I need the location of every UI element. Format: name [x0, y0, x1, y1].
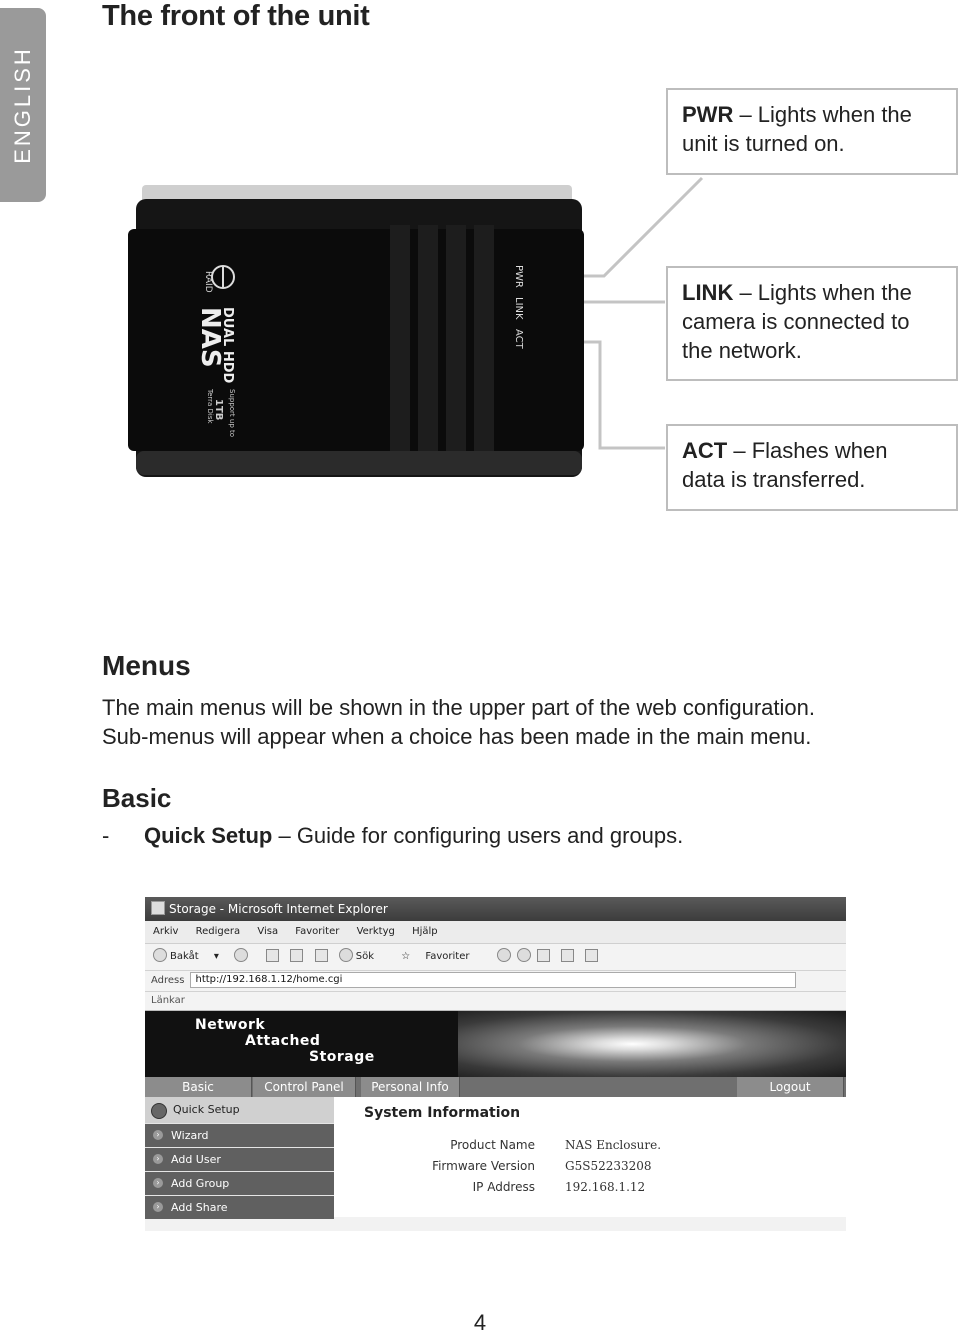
- brand-line2: Attached: [245, 1033, 321, 1049]
- info-row-product-name: [365, 1135, 661, 1156]
- section-title-front: The front of the unit: [102, 0, 370, 32]
- nas-content: [145, 1097, 846, 1217]
- system-information-title: System Information: [364, 1105, 521, 1121]
- device-support-line1: Support up to: [228, 389, 236, 438]
- chevron-right-icon: ›: [153, 1154, 163, 1164]
- callout-link-line3: the network.: [682, 338, 802, 363]
- info-label: Firmware Version: [432, 1159, 535, 1173]
- section-title-menus: Menus: [102, 650, 191, 681]
- search-icon: [339, 948, 353, 962]
- browser-title: Storage - Microsoft Internet Explorer: [169, 902, 388, 916]
- info-label: IP Address: [472, 1180, 535, 1194]
- address-bar: [145, 971, 846, 992]
- favorites-button-label: Favoriter: [425, 951, 470, 962]
- menu-redigera[interactable]: Redigera: [195, 926, 241, 937]
- brand-line1: Network: [195, 1017, 266, 1033]
- menus-paragraph-line1: The main menus will be shown in the upper part of the web configuration.: [102, 695, 815, 720]
- chevron-right-icon: ›: [153, 1178, 163, 1188]
- browser-toolbar: [145, 944, 846, 971]
- menu-arkiv[interactable]: Arkiv: [153, 926, 179, 937]
- callout-pwr-line1: Lights when the: [757, 102, 912, 127]
- menu-verktyg[interactable]: Verktyg: [356, 926, 395, 937]
- led-label-act: ACT: [513, 329, 524, 349]
- tab-basic[interactable]: Basic: [145, 1077, 252, 1097]
- callout-link-line2: camera is connected to: [682, 309, 910, 334]
- basic-list-item: [102, 823, 683, 849]
- callout-act-line2: data is transferred.: [682, 467, 866, 492]
- system-info-table: [365, 1135, 661, 1198]
- sidebar-item-wizard[interactable]: [145, 1124, 334, 1147]
- callout-link-sep: –: [733, 280, 758, 305]
- device-raid-label: RAID: [203, 271, 213, 293]
- browser-screenshot: [145, 897, 846, 1231]
- brand-line3: Storage: [309, 1049, 375, 1065]
- tab-logout[interactable]: Logout: [737, 1077, 844, 1097]
- refresh-icon[interactable]: [290, 949, 303, 962]
- tab-control-panel[interactable]: Control Panel: [253, 1077, 356, 1097]
- device-brand-line1: DUAL HDD: [220, 307, 235, 384]
- sidebar-item-add-user[interactable]: [145, 1148, 334, 1171]
- nas-brand-title: [195, 1017, 375, 1065]
- sidebar-item-label: Wizard: [171, 1129, 209, 1142]
- device-support-line3: Terra Disk: [206, 389, 214, 424]
- links-bar: [145, 992, 846, 1011]
- menus-paragraph-line2: Sub-menus will appear when a choice has been made in the main menu.: [102, 724, 812, 749]
- mail-icon[interactable]: [517, 948, 531, 962]
- chevron-right-icon: ›: [153, 1202, 163, 1212]
- list-dash: -: [102, 823, 110, 848]
- info-row-firmware-version: [365, 1156, 661, 1177]
- browser-menubar: [145, 921, 846, 944]
- led-label-pwr: PWR: [513, 265, 524, 288]
- menu-visa[interactable]: Visa: [257, 926, 279, 937]
- list-item-desc: – Guide for configuring users and groups.: [272, 823, 684, 848]
- nas-banner: [145, 1011, 846, 1077]
- nas-main-tabs: [145, 1077, 846, 1097]
- sidebar-head-label: Quick Setup: [173, 1103, 240, 1116]
- tab-personal-info[interactable]: Personal Info: [361, 1077, 460, 1097]
- links-label[interactable]: Länkar: [151, 995, 185, 1006]
- quick-setup-icon: [151, 1103, 167, 1119]
- search-button-label: Sök: [355, 951, 375, 962]
- forward-button[interactable]: [234, 951, 251, 962]
- callout-link-line1: Lights when the: [757, 280, 912, 305]
- sidebar-head-quick-setup[interactable]: [145, 1097, 334, 1123]
- info-value: G5S52233208: [565, 1159, 652, 1173]
- chevron-right-icon: ›: [153, 1130, 163, 1140]
- back-arrow-icon: [153, 948, 167, 962]
- home-icon[interactable]: [315, 949, 328, 962]
- info-row-ip-address: [365, 1177, 661, 1198]
- star-icon: ☆: [401, 951, 411, 962]
- sidebar-item-add-group[interactable]: [145, 1172, 334, 1195]
- messenger-icon[interactable]: [585, 949, 598, 962]
- sidebar-item-label: Add User: [171, 1153, 221, 1166]
- menu-hjalp[interactable]: Hjälp: [412, 926, 438, 937]
- sidebar-item-label: Add Group: [171, 1177, 230, 1190]
- ie-window-icon: [151, 901, 165, 915]
- callout-act-line1: Flashes when: [751, 438, 888, 463]
- forward-arrow-icon: [234, 948, 248, 962]
- address-label: Adress: [151, 975, 185, 986]
- nas-device-image: [128, 185, 584, 481]
- favorites-button[interactable]: [401, 951, 481, 962]
- page-number: 4: [473, 1310, 487, 1335]
- callout-pwr-term: PWR: [682, 102, 734, 127]
- sidebar-item-add-share[interactable]: [145, 1196, 334, 1219]
- led-label-link: LINK: [513, 297, 524, 320]
- callout-pwr-line2: unit is turned on.: [682, 131, 845, 156]
- banner-photo: [458, 1011, 846, 1077]
- list-item-term: Quick Setup: [144, 823, 273, 848]
- address-input[interactable]: http://192.168.1.12/home.cgi: [190, 972, 796, 988]
- history-icon[interactable]: [497, 948, 511, 962]
- edit-icon[interactable]: [561, 949, 574, 962]
- callout-act-term: ACT: [682, 438, 728, 463]
- stop-icon[interactable]: [266, 949, 279, 962]
- back-button-label: Bakåt: [170, 951, 199, 962]
- menu-favoriter[interactable]: Favoriter: [295, 926, 340, 937]
- back-button[interactable]: Bakåt ▾: [153, 951, 219, 962]
- search-button[interactable]: [339, 951, 386, 962]
- callout-link-term: LINK: [682, 280, 734, 305]
- menus-paragraph: [102, 693, 942, 751]
- device-support-line2: 1TB: [213, 399, 224, 421]
- callout-act-sep: –: [727, 438, 752, 463]
- info-value: 192.168.1.12: [565, 1180, 646, 1194]
- info-label: Product Name: [450, 1138, 535, 1152]
- language-tab-label: ENGLISH: [10, 46, 35, 164]
- device-brand-line2: NAS: [195, 307, 225, 368]
- nas-sidebar: [145, 1097, 334, 1217]
- browser-title-bar: [145, 897, 846, 921]
- sidebar-item-label: Add Share: [171, 1201, 228, 1214]
- section-title-basic: Basic: [102, 783, 172, 813]
- print-icon[interactable]: [537, 949, 550, 962]
- callout-pwr-sep: –: [733, 102, 758, 127]
- info-value: NAS Enclosure.: [565, 1138, 662, 1152]
